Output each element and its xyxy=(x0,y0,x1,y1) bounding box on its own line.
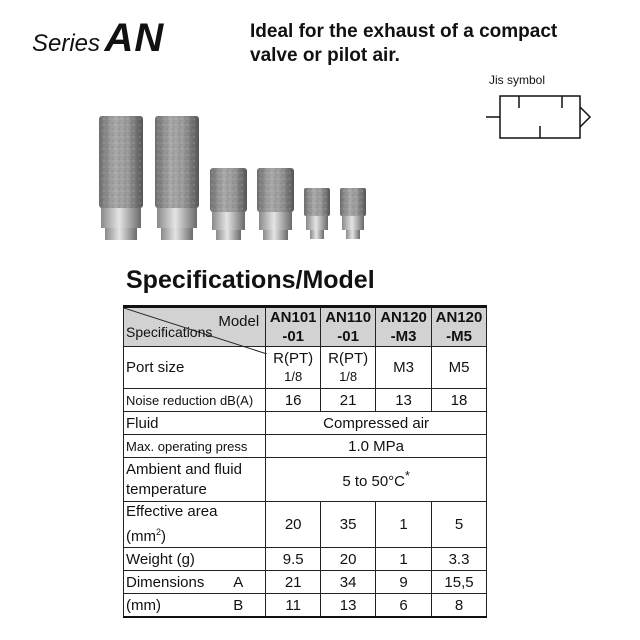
table-cell: 21 xyxy=(321,389,376,412)
silencer-small-1 xyxy=(304,188,330,239)
silencer-product-photo xyxy=(82,104,382,246)
model-header: AN120 -M5 xyxy=(432,307,487,347)
table-cell: R(PT) 1/8 xyxy=(266,347,321,389)
table-cell: 16 xyxy=(266,389,321,412)
row-label: Dimensions A xyxy=(124,571,266,594)
table-header-row xyxy=(124,307,487,347)
table-cell: M5 xyxy=(432,347,487,389)
table-corner-cell xyxy=(124,307,266,347)
model-header: AN120 -M3 xyxy=(376,307,432,347)
corner-model-label: Model xyxy=(218,313,260,330)
table-cell: 20 xyxy=(266,502,321,548)
table-cell: 34 xyxy=(321,571,376,594)
silencer-symbol-icon xyxy=(484,90,596,144)
row-label: (mm) B xyxy=(124,594,266,618)
table-row xyxy=(124,502,487,548)
table-cell: R(PT) 1/8 xyxy=(321,347,376,389)
series-prefix: Series xyxy=(32,30,101,57)
model-header: AN110 -01 xyxy=(321,307,376,347)
specifications-table xyxy=(123,305,487,618)
table-cell: 3.3 xyxy=(432,548,487,571)
table-cell: 1 xyxy=(376,502,432,548)
table-row xyxy=(124,389,487,412)
row-label: Weight (g) xyxy=(124,548,266,571)
table-cell: 1.0 MPa xyxy=(266,435,487,458)
table-row xyxy=(124,594,487,618)
table-cell: 8 xyxy=(432,594,487,618)
silencer-large-2 xyxy=(155,116,199,240)
table-cell: 9 xyxy=(376,571,432,594)
table-cell: M3 xyxy=(376,347,432,389)
table-cell: 13 xyxy=(376,389,432,412)
page-title: Specifications/Model xyxy=(126,266,375,294)
tagline-line-1: Ideal for the exhaust of a compact xyxy=(250,21,558,42)
row-label: Ambient and fluid temperature xyxy=(124,458,266,502)
table-cell: 11 xyxy=(266,594,321,618)
corner-spec-label: Specifications xyxy=(126,324,213,340)
silencer-medium-1 xyxy=(210,168,247,240)
table-cell: 5 to 50°C* xyxy=(266,458,487,502)
table-cell: Compressed air xyxy=(266,412,487,435)
table-row xyxy=(124,571,487,594)
table-cell: 18 xyxy=(432,389,487,412)
table-row xyxy=(124,548,487,571)
row-label: Noise reduction dB(A) xyxy=(124,389,266,412)
model-header: AN101 -01 xyxy=(266,307,321,347)
tagline-line-2: valve or pilot air. xyxy=(250,45,400,66)
silencer-large-1 xyxy=(99,116,143,240)
table-cell: 6 xyxy=(376,594,432,618)
table-cell: 1 xyxy=(376,548,432,571)
jis-symbol-label: Jis symbol xyxy=(489,73,546,87)
series-title xyxy=(32,16,164,61)
table-cell: 21 xyxy=(266,571,321,594)
table-row xyxy=(124,435,487,458)
series-name: AN xyxy=(104,16,165,60)
table-cell: 5 xyxy=(432,502,487,548)
table-row xyxy=(124,458,487,502)
table-cell: 9.5 xyxy=(266,548,321,571)
tagline xyxy=(250,20,557,68)
row-label: Effective area $(mm^2)$ xyxy=(124,502,266,548)
table-cell: 20 xyxy=(321,548,376,571)
table-cell: 15,5 xyxy=(432,571,487,594)
table-row xyxy=(124,412,487,435)
row-label: Port size xyxy=(124,347,266,389)
row-label: Max. operating press xyxy=(124,435,266,458)
table-cell: 13 xyxy=(321,594,376,618)
row-label: Fluid xyxy=(124,412,266,435)
silencer-medium-2 xyxy=(257,168,294,240)
silencer-small-2 xyxy=(340,188,366,239)
table-cell: 35 xyxy=(321,502,376,548)
